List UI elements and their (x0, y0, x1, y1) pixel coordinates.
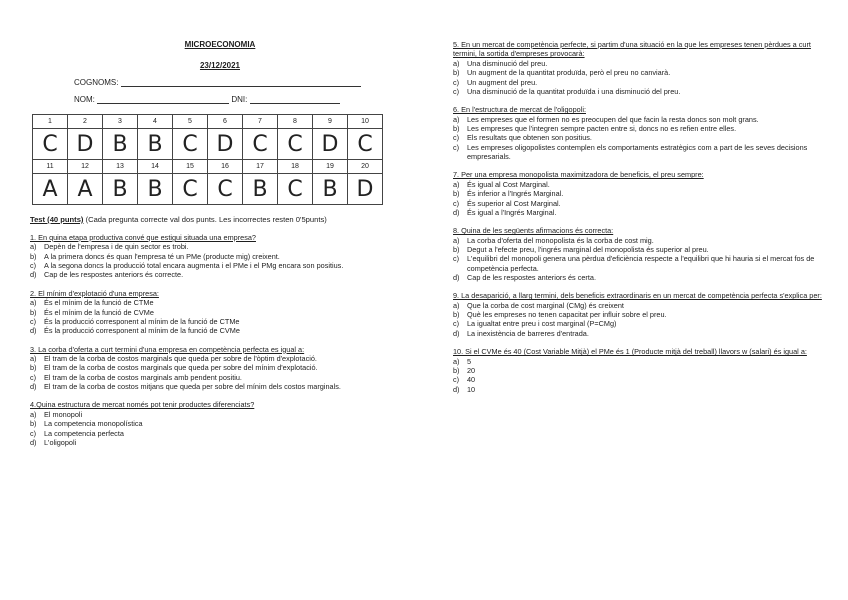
question-questions_right-4 (453, 291, 823, 338)
option-text: El monopoli (44, 409, 83, 419)
grid-number-cell: 2 (68, 115, 103, 129)
answer-option[interactable] (453, 68, 823, 77)
answer-option[interactable] (30, 363, 410, 372)
option-label: b) (30, 363, 37, 373)
answer-option[interactable] (30, 382, 410, 391)
option-label: a) (453, 114, 460, 124)
option-label: b) (30, 307, 37, 317)
grid-answer-cell[interactable]: C (278, 129, 313, 160)
question-title: 1. En quina etapa productiva convé que estigui situada una empresa? (30, 233, 256, 242)
grid-answer-cell[interactable]: C (173, 174, 208, 205)
option-label: c) (453, 375, 460, 385)
question-title: 3. La corba d'oferta a curt termini d'una empresa en competència perfecta es igual a: (30, 344, 305, 354)
option-text: Les empreses que l'integren sempre pacten entre si, doncs no es refien entre elles. (467, 124, 737, 134)
grid-answer-cell[interactable]: B (103, 174, 138, 205)
option-text: L'equilibri del monopoli genera una pèrdua d'eficiència respecte a l'equilibri que hi hauria si el mercat fos de competència perfecta. (467, 254, 815, 273)
option-text: L'oligopoli (44, 437, 77, 447)
option-label: c) (453, 319, 460, 329)
grid-answer-cell[interactable]: A (68, 174, 103, 205)
option-label: b) (453, 124, 460, 134)
answer-option[interactable] (30, 410, 410, 419)
option-text: És el mínim de la funció de CVMe (44, 307, 154, 317)
option-label: c) (453, 133, 460, 143)
option-text: És el mínim de la funció de CTMe (44, 298, 154, 308)
option-label: d) (30, 382, 37, 392)
grid-number-row-2 (33, 160, 383, 174)
option-label: a) (453, 235, 460, 245)
grid-answer-cell[interactable]: C (278, 174, 313, 205)
answer-option[interactable] (30, 326, 410, 335)
option-label: c) (30, 316, 37, 326)
test-instructions (30, 215, 410, 224)
answer-option[interactable] (453, 375, 823, 384)
answer-option[interactable] (453, 236, 823, 245)
grid-answer-cell[interactable]: B (103, 129, 138, 160)
grid-number-cell: 5 (173, 115, 208, 129)
option-text: Les empreses que el formen no es preocupen del que facin la resta doncs son molt grans. (467, 114, 759, 124)
test-rules: (Cada pregunta correcte val dos punts. Les incorrectes resten 0'5punts) (83, 215, 327, 224)
grid-answer-cell[interactable]: C (33, 129, 68, 160)
grid-answer-row-1 (33, 129, 383, 160)
option-text: La corba d'oferta del monopolista és la corba de cost mig. (467, 235, 654, 245)
option-label: a) (30, 409, 37, 419)
answer-option[interactable] (453, 245, 823, 254)
exam-date: 23/12/2021 (199, 61, 241, 70)
option-label: c) (30, 261, 37, 271)
option-label: d) (30, 437, 37, 447)
answer-option[interactable] (453, 329, 823, 338)
option-label: a) (453, 356, 460, 366)
option-label: b) (30, 251, 37, 261)
answer-option[interactable] (453, 254, 823, 273)
option-text: Cap de les respostes anteriors és correcte. (44, 270, 184, 280)
question-title: 5. En un mercat de competència perfecte, si partim d'una situació en la que les empreses tenen pèrdues a curt termini, la sortida d'empreses provocarà: (453, 40, 811, 59)
grid-answer-row-2 (33, 174, 383, 205)
answer-option[interactable] (453, 357, 823, 366)
answer-option[interactable] (453, 115, 823, 124)
answer-option[interactable] (30, 308, 410, 317)
question-title: 6. En l'estructura de mercat de l'oligopoli: (453, 105, 586, 115)
grid-answer-cell[interactable]: B (243, 174, 278, 205)
option-text: El tram de la corba de costos marginals que queda per sobre del mínim d'explotació. (44, 363, 318, 373)
option-label: a) (453, 300, 460, 310)
option-text: És igual al Cost Marginal. (467, 179, 550, 189)
option-label: c) (453, 86, 460, 96)
grid-answer-cell[interactable]: D (208, 129, 243, 160)
question-questions_right-5 (453, 347, 823, 394)
grid-number-cell: 7 (243, 115, 278, 129)
dni-label: DNI: (231, 95, 248, 104)
answer-option[interactable] (30, 429, 410, 438)
answer-option[interactable] (453, 273, 823, 282)
answer-option[interactable] (30, 419, 410, 428)
answer-option[interactable] (453, 208, 823, 217)
option-text: La competencia perfecta (44, 428, 124, 438)
grid-number-cell: 20 (348, 160, 383, 174)
exam-title: MICROECONOMIA (184, 40, 256, 49)
answer-option[interactable] (453, 180, 823, 189)
option-label: d) (30, 270, 37, 280)
left-questions (30, 233, 410, 447)
grid-answer-cell[interactable]: B (313, 174, 348, 205)
right-column (453, 40, 823, 394)
surname-line[interactable] (121, 78, 361, 87)
test-points: Test (40 punts) (30, 215, 84, 224)
answer-option[interactable] (30, 252, 410, 261)
answer-option[interactable] (30, 354, 410, 363)
question-title: 7. Per una empresa monopolista maximitzadora de beneficis, el preu sempre: (453, 170, 704, 180)
option-text: 40 (467, 375, 476, 385)
option-text: Cap de les respostes anteriors és certa. (467, 273, 596, 282)
grid-number-cell: 14 (138, 160, 173, 174)
answer-option[interactable] (453, 189, 823, 198)
grid-answer-cell[interactable]: B (138, 174, 173, 205)
grid-number-cell: 4 (138, 115, 173, 129)
question-questions_right-3 (453, 226, 823, 282)
option-text: A la segona doncs la producció total encara augmenta i el PMe i el PMg encara son positius. (44, 261, 344, 271)
option-text: És superior al Cost Marginal. (467, 198, 561, 208)
answer-option[interactable] (30, 373, 410, 382)
option-label: a) (453, 58, 460, 68)
option-label: a) (30, 354, 37, 364)
option-text: Un augment del preu. (467, 77, 538, 87)
option-text: És la producció corresponent al mínim de la funció de CVMe (44, 326, 240, 336)
option-label: c) (30, 428, 37, 438)
answer-option[interactable] (453, 366, 823, 375)
answer-option[interactable] (453, 301, 823, 310)
answer-option[interactable] (453, 133, 823, 142)
answer-option[interactable] (453, 319, 823, 328)
option-text: Una disminució del preu. (467, 58, 548, 68)
option-label: b) (30, 419, 37, 429)
option-label: a) (453, 179, 460, 189)
grid-number-cell: 11 (33, 160, 68, 174)
option-text: Degut a l'efecte preu, l'ingrés marginal del monopolista és superior al preu. (467, 245, 709, 255)
option-text: A la primera doncs és quan l'empresa té un PMe (producte mig) creixent. (44, 251, 280, 261)
question-title: 4.Quina estructura de mercat només pot tenir productes diferenciats? (30, 400, 255, 410)
option-text: 10 (467, 384, 476, 394)
option-label: b) (453, 245, 460, 255)
grid-answer-cell[interactable]: D (348, 174, 383, 205)
surname-field (74, 78, 410, 87)
option-label: c) (453, 198, 460, 208)
option-text: 20 (467, 365, 476, 375)
option-label: b) (453, 310, 460, 320)
dni-line[interactable] (250, 95, 340, 104)
option-label: d) (453, 273, 460, 282)
option-text: El tram de la corba de costos marginals que queda per sobre de l'òptim d'explotació. (44, 354, 317, 364)
grid-number-cell: 6 (208, 115, 243, 129)
answer-option[interactable] (30, 317, 410, 326)
grid-answer-cell[interactable]: A (33, 174, 68, 205)
grid-number-cell: 1 (33, 115, 68, 129)
answer-option[interactable] (453, 78, 823, 87)
option-label: d) (453, 207, 460, 217)
answer-option[interactable] (30, 270, 410, 279)
option-label: c) (453, 142, 460, 152)
question-questions_left-2 (30, 345, 410, 392)
answer-option[interactable] (30, 438, 410, 447)
grid-answer-cell[interactable]: C (348, 129, 383, 160)
grid-answer-cell[interactable]: C (208, 174, 243, 205)
option-label: b) (453, 189, 460, 199)
grid-number-cell: 10 (348, 115, 383, 129)
answer-option[interactable] (453, 124, 823, 133)
option-text: Les empreses oligopolistes contemplen els comportaments estratègics com a part de les seves decisions empresarials. (467, 142, 808, 162)
option-text: El tram de la corba de costos mitjans que queda per sobre del mínim dels costos marginals. (44, 382, 341, 392)
name-dni-field (74, 95, 410, 104)
grid-number-cell: 16 (208, 160, 243, 174)
grid-number-cell: 12 (68, 160, 103, 174)
option-label: a) (30, 242, 37, 252)
answer-option[interactable] (453, 87, 823, 96)
option-label: b) (453, 68, 460, 78)
grid-number-cell: 9 (313, 115, 348, 129)
option-text: La inexistència de barreres d'entrada. (467, 328, 589, 338)
answer-option[interactable] (30, 261, 410, 270)
grid-answer-cell[interactable]: D (68, 129, 103, 160)
option-label: c) (453, 254, 460, 264)
grid-answer-cell[interactable]: C (243, 129, 278, 160)
grid-number-cell: 15 (173, 160, 208, 174)
option-text: El tram de la corba de costos marginals amb pendent positiu. (44, 372, 242, 382)
grid-answer-cell[interactable]: D (313, 129, 348, 160)
question-questions_right-2 (453, 170, 823, 217)
option-label: d) (30, 326, 37, 336)
question-questions_left-3 (30, 400, 410, 447)
option-label: c) (453, 77, 460, 87)
grid-answer-cell[interactable]: C (173, 129, 208, 160)
question-questions_left-1 (30, 289, 410, 336)
answer-option[interactable] (453, 143, 823, 162)
option-text: La igualtat entre preu i cost marginal (P=CMg) (467, 319, 617, 329)
option-text: La competencia monopolística (44, 419, 143, 429)
left-column (30, 40, 410, 447)
option-text: Depèn de l'empresa i de quin sector es trobi. (44, 242, 189, 252)
option-text: Que la corba de cost marginal (CMg) és creixent (467, 300, 624, 310)
question-questions_right-0 (453, 40, 823, 96)
name-line[interactable] (97, 95, 229, 104)
option-text: És inferior a l'Ingrés Marginal. (467, 189, 564, 199)
answer-option[interactable] (30, 298, 410, 307)
option-label: b) (453, 365, 460, 375)
option-text: Els resultats que obtenen son positius. (467, 133, 592, 143)
answer-option[interactable] (30, 242, 410, 251)
question-title: 9. La desaparició, a llarg termini, dels beneficis extraordinaris en un mercat de competència perfecta s'explica per: (453, 291, 822, 301)
grid-number-cell: 8 (278, 115, 313, 129)
grid-number-row-1 (33, 115, 383, 129)
option-text: 5 (467, 356, 472, 366)
option-text: És igual a l'Ingrés Marginal. (467, 207, 557, 217)
grid-number-cell: 19 (313, 160, 348, 174)
question-questions_right-1 (453, 105, 823, 161)
grid-number-cell: 13 (103, 160, 138, 174)
option-label: c) (30, 372, 37, 382)
grid-number-cell: 17 (243, 160, 278, 174)
grid-number-cell: 3 (103, 115, 138, 129)
answer-grid (32, 114, 383, 205)
question-title: 2. El mínim d'explotació d'una empresa: (30, 288, 159, 298)
question-questions_left-0 (30, 233, 410, 280)
option-text: Què les empreses no tenen capacitat per influir sobre el preu. (467, 310, 667, 320)
answer-option[interactable] (453, 199, 823, 208)
option-text: Un augment de la quantitat produïda, però el preu no canviarà. (467, 68, 671, 78)
surname-label: COGNOMS: (74, 78, 119, 87)
option-label: d) (453, 384, 460, 394)
answer-option[interactable] (453, 59, 823, 68)
answer-option[interactable] (453, 385, 823, 394)
question-title: 10. Si el CVMe és 40 (Cost Variable Mitjà) el PMe és 1 (Producte mitjà del treball) llavors w (salari) és igual a: (453, 347, 807, 357)
option-label: d) (453, 328, 460, 338)
option-label: a) (30, 298, 37, 308)
right-questions (453, 40, 823, 394)
option-text: Una disminució de la quantitat produïda i una disminució del preu. (467, 86, 681, 96)
option-text: És la producció corresponent al mínim de la funció de CTMe (44, 316, 240, 326)
question-title: 8. Quina de les següents afirmacions és correcta: (453, 226, 614, 236)
grid-number-cell: 18 (278, 160, 313, 174)
answer-option[interactable] (453, 310, 823, 319)
grid-answer-cell[interactable]: B (138, 129, 173, 160)
name-label: NOM: (74, 95, 95, 104)
